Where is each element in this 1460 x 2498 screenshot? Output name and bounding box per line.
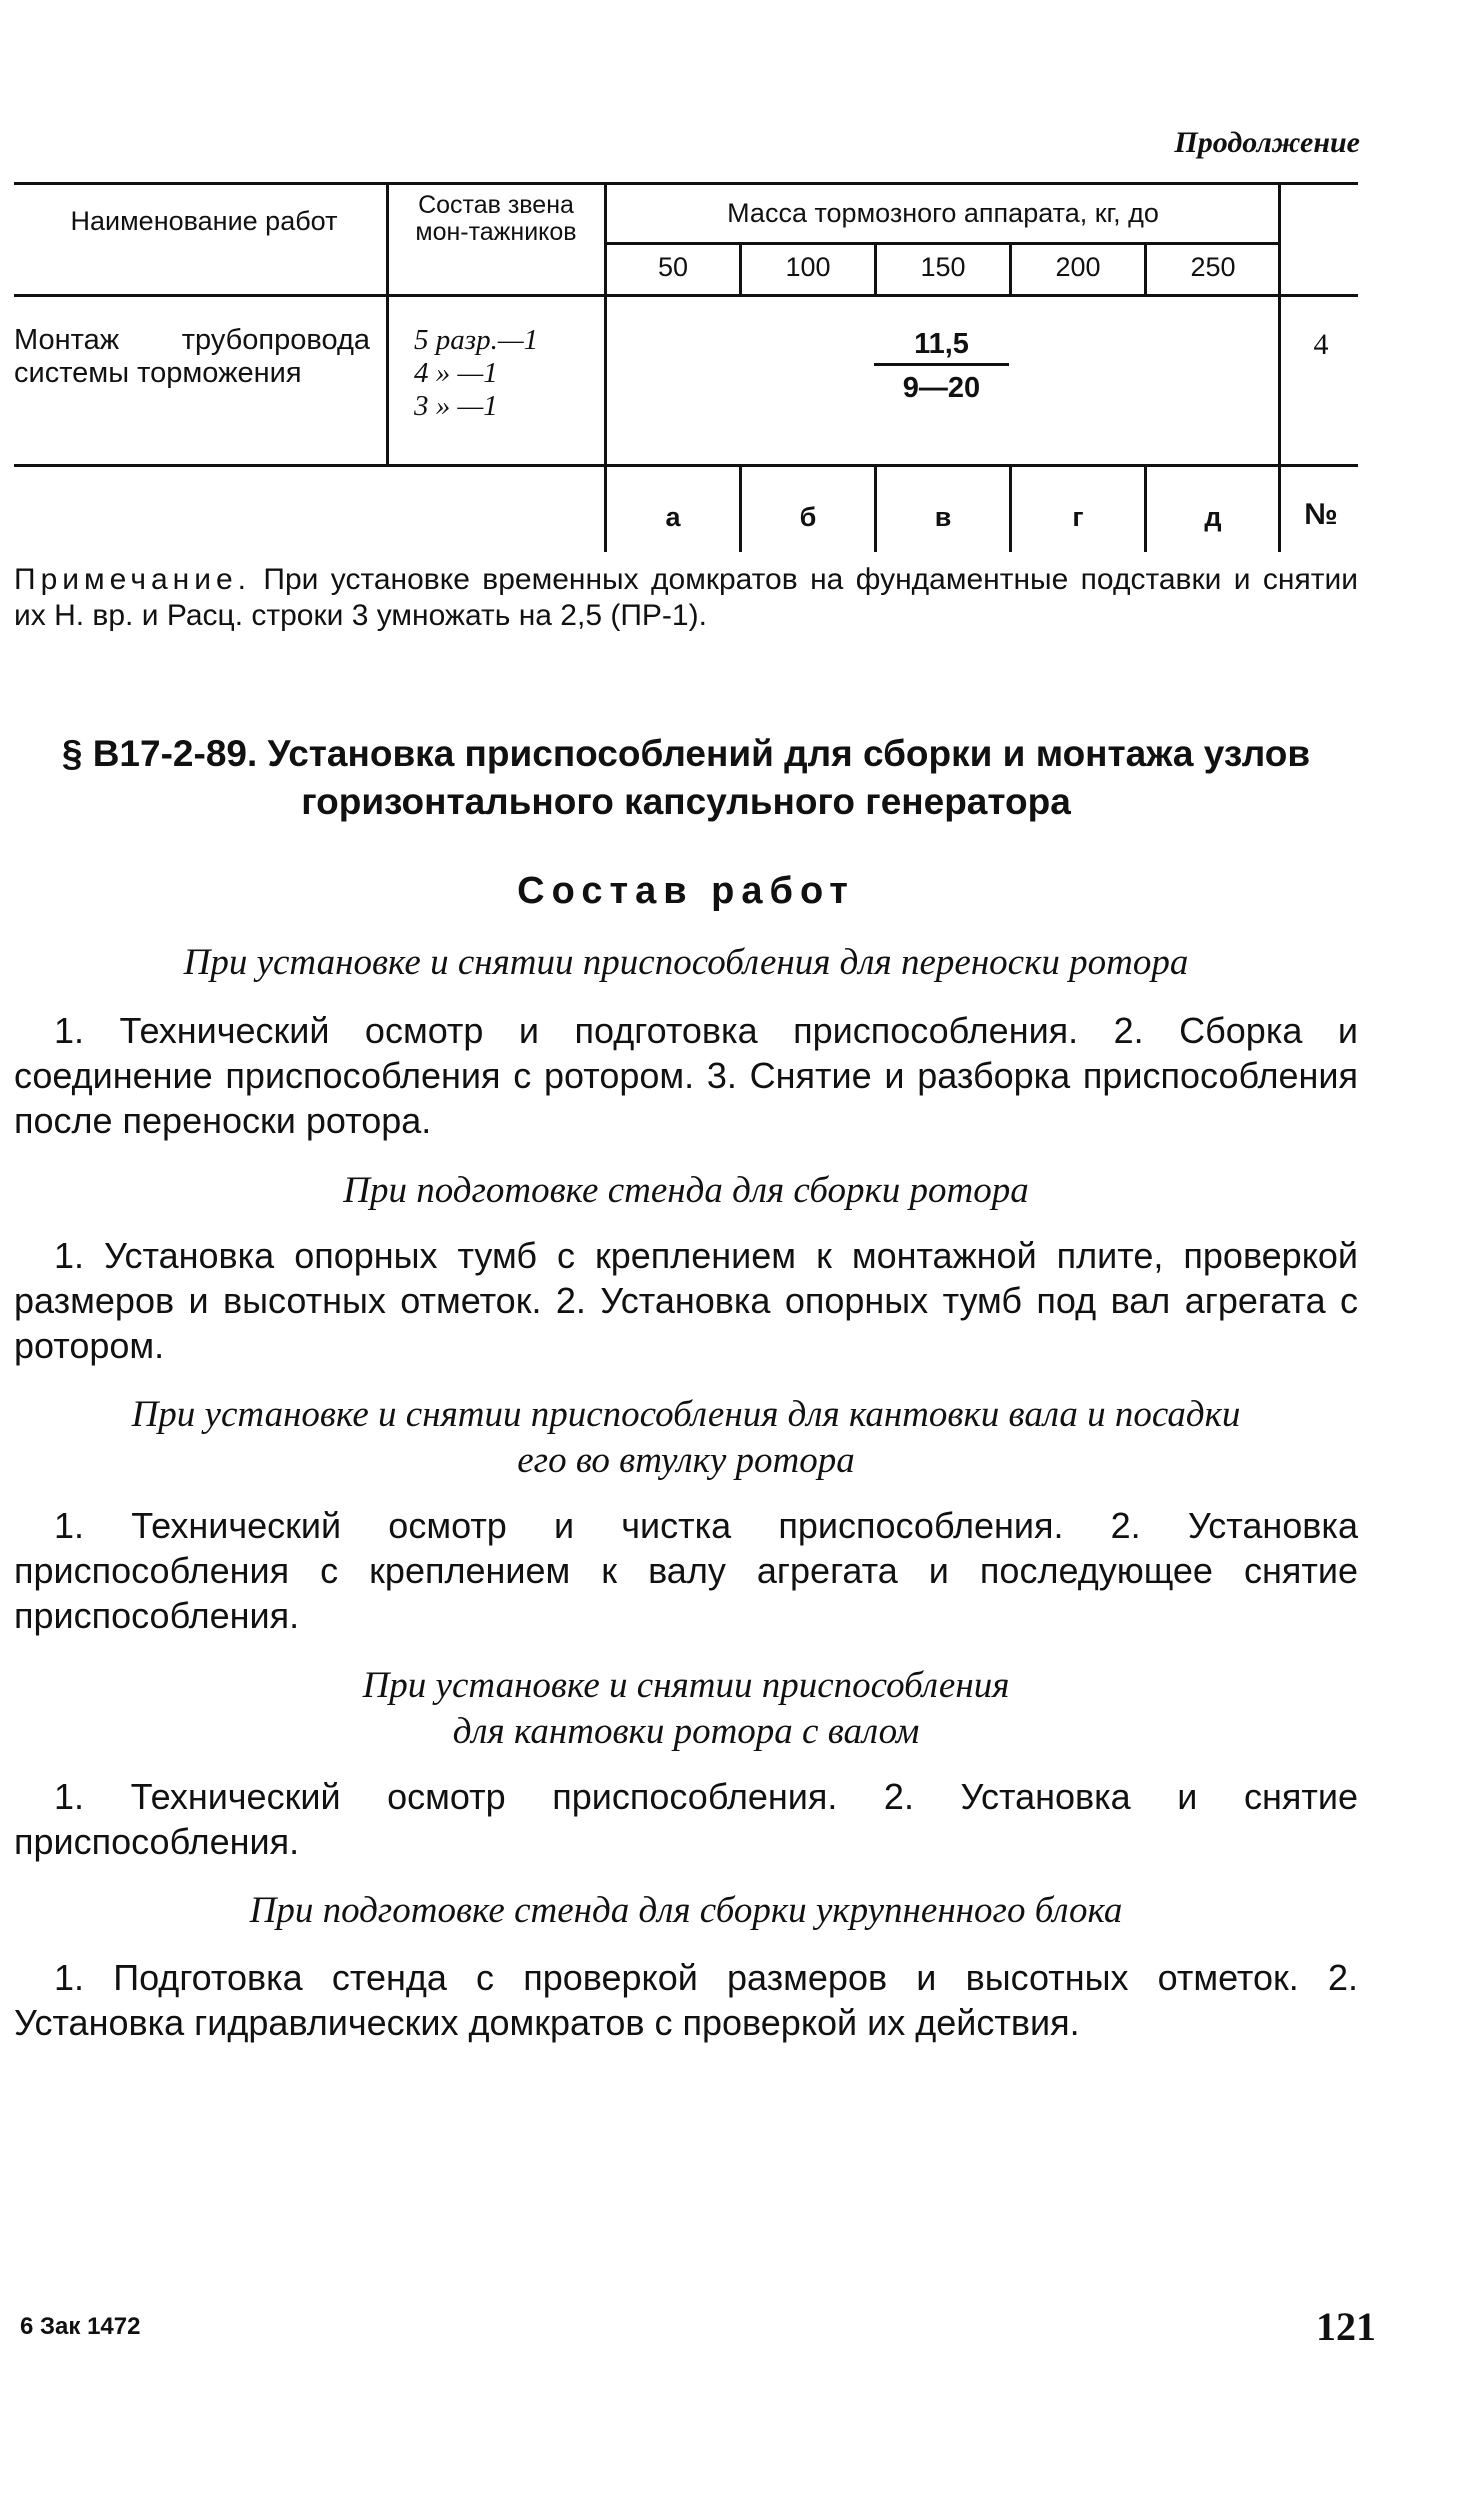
- col-divider: [739, 242, 742, 294]
- mass-col-250: 250: [1190, 252, 1236, 282]
- mass-col-200: 200: [1055, 252, 1101, 282]
- section-title: При подготовке стенда для сборки укрупненного блока: [249, 1890, 1123, 1931]
- section-text: 1. Технический осмотр приспособления. 2. Установка и снятие приспособления.: [14, 1776, 1358, 1862]
- row-number: 4: [1313, 328, 1329, 361]
- work-composition-heading: Состав работ: [517, 870, 855, 912]
- col-divider: [874, 242, 877, 294]
- work-name: Монтаж трубопровода системы торможения: [14, 324, 370, 389]
- col-letter-d: д: [1204, 502, 1222, 532]
- section-title: При подготовке стенда для сборки ротора: [343, 1170, 1029, 1211]
- col-divider: [1144, 464, 1147, 552]
- crew-line-3: 3 » —1: [414, 390, 498, 422]
- crew-line-2: 4 » —1: [414, 357, 498, 389]
- mass-col-50: 50: [657, 252, 689, 282]
- page-number: 121: [1316, 2304, 1376, 2349]
- section-title: При установке и снятии приспособления для кантовки ротора с валом: [362, 1665, 1010, 1752]
- col-divider: [1278, 182, 1281, 552]
- norm-rate: 9—20: [902, 372, 981, 404]
- header-crew: Состав звена мон-тажников: [415, 191, 577, 246]
- section-heading: § В17-2-89. Установка приспособлений для сборки и монтажа узлов горизонтального капсульного генератора: [61, 733, 1311, 822]
- body-bottom-rule: [14, 464, 1358, 467]
- col-letter-a: а: [665, 502, 681, 532]
- col-divider: [1009, 242, 1012, 294]
- continuation-label: Продолжение: [1174, 126, 1360, 159]
- section-text: 1. Технический осмотр и чистка приспособления. 2. Установка приспособления с креплением к валу агрегата и последующее снятие приспособления.: [14, 1505, 1358, 1636]
- col-divider: [604, 182, 607, 552]
- section-text: 1. Технический осмотр и подготовка приспособления. 2. Сборка и соединение приспособления с ротором. 3. Снятие и разборка приспособления после переноски ротора.: [14, 1010, 1358, 1141]
- header-mass: Масса тормозного аппарата, кг, до: [727, 198, 1159, 228]
- section-text: 1. Установка опорных тумб с креплением к монтажной плите, проверкой размеров и высотных отметок. 2. Установка опорных тумб под вал агрегата с ротором.: [14, 1235, 1358, 1366]
- col-divider: [739, 464, 742, 552]
- mass-col-100: 100: [785, 252, 831, 282]
- col-divider: [1009, 464, 1012, 552]
- crew-line-1: 5 разр.—1: [414, 324, 539, 356]
- header-bottom-rule: [14, 294, 1358, 297]
- note-text: При установке временных домкратов на фундаментные подставки и снятии их Н. вр. и Расц. строки 3 умножать на 2,5 (ПР-1).: [14, 563, 1358, 632]
- col-letter-g: г: [1072, 502, 1084, 532]
- mass-subheader-rule: [604, 242, 1278, 245]
- col-divider: [1144, 242, 1147, 294]
- print-order-mark: 6 Зак 1472: [20, 2313, 141, 2340]
- note-label: Примечание.: [14, 563, 251, 596]
- table-note: [14, 562, 1358, 634]
- section-title: При установке и снятии приспособления для переноски ротора: [183, 942, 1189, 983]
- section-text: 1. Подготовка стенда с проверкой размеров и высотных отметок. 2. Установка гидравлических домкратов с проверкой их действия.: [14, 1957, 1358, 2043]
- col-letter-b: б: [799, 502, 817, 532]
- number-sign: №: [1304, 498, 1338, 531]
- col-divider: [874, 464, 877, 552]
- mass-col-150: 150: [920, 252, 966, 282]
- section-title: При установке и снятии приспособления для кантовки вала и посадки его во втулку ротора: [131, 1394, 1241, 1481]
- norm-time: 11,5: [874, 328, 1009, 366]
- col-letter-v: в: [934, 502, 952, 532]
- header-work: Наименование работ: [70, 206, 338, 236]
- col-divider: [386, 182, 389, 464]
- table-top-rule: [14, 182, 1358, 185]
